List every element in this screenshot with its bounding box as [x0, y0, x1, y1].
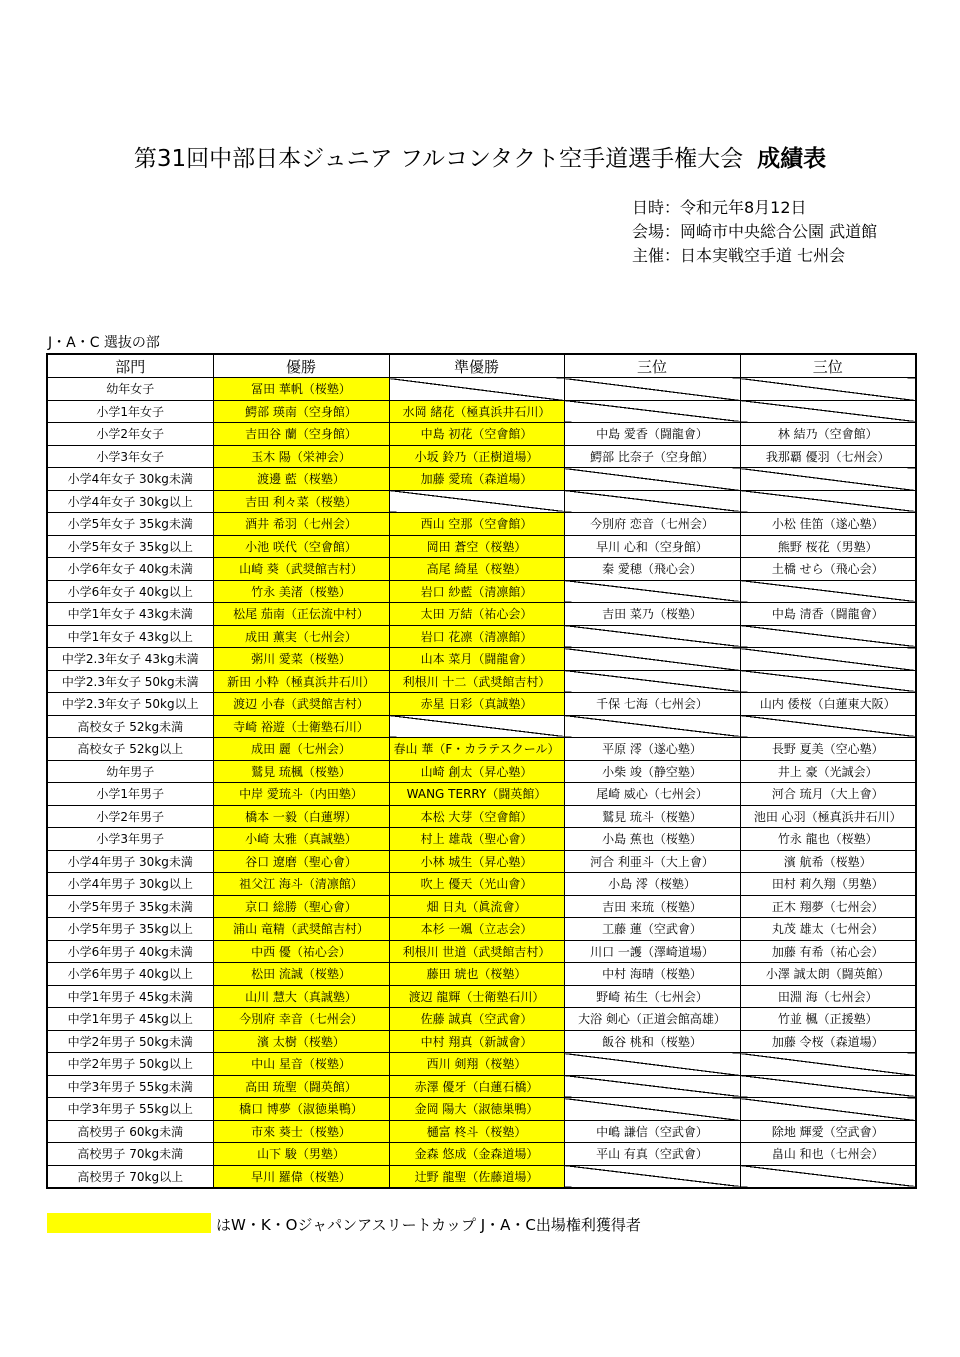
third-place-cell	[564, 468, 740, 491]
table-row	[47, 895, 916, 918]
division-cell: 中学2.3年女子 43kg未満	[47, 648, 213, 671]
table-row	[47, 1008, 916, 1031]
winner-cell: 高田 琉聖（闘英館）	[213, 1075, 389, 1098]
table-row	[47, 918, 916, 941]
third-place-cell: 土橋 せら（飛心会）	[740, 558, 916, 581]
col-header-runner-up: 準優勝	[389, 354, 564, 378]
winner-cell: 渡辺 小春（武奨館吉村）	[213, 693, 389, 716]
page-title	[0, 140, 960, 173]
third-place-cell: 中島 清香（闘龍會）	[740, 603, 916, 626]
third-place-cell: 除地 輝愛（空武會）	[740, 1120, 916, 1143]
table-row	[47, 625, 916, 648]
third-place-cell: 小松 佳笛（遂心塾）	[740, 513, 916, 536]
third-place-cell	[740, 1165, 916, 1188]
winner-cell: 中山 星音（桜塾）	[213, 1053, 389, 1076]
title-strong: 成績表	[757, 146, 827, 172]
division-cell: 小学4年女子 30kg未満	[47, 468, 213, 491]
runner-up-cell: 利根川 世道（武奨館吉村）	[389, 940, 564, 963]
winner-cell: 市來 葵士（桜塾）	[213, 1120, 389, 1143]
third-place-cell	[564, 1098, 740, 1121]
runner-up-cell: 本松 大芽（空會館）	[389, 805, 564, 828]
third-place-cell: 田村 莉久翔（男塾）	[740, 873, 916, 896]
header-row	[47, 354, 916, 378]
division-cell: 小学4年女子 30kg以上	[47, 490, 213, 513]
runner-up-cell	[389, 490, 564, 513]
third-place-cell: 吉田 来琉（桜塾）	[564, 895, 740, 918]
third-place-cell: 早川 心和（空身館）	[564, 535, 740, 558]
winner-cell: 小崎 太雅（真誠塾）	[213, 828, 389, 851]
winner-cell: 粥川 愛菜（桜塾）	[213, 648, 389, 671]
table-row	[47, 513, 916, 536]
winner-cell: 濱 太樹（桜塾）	[213, 1030, 389, 1053]
division-cell: 中学2.3年女子 50kg以上	[47, 693, 213, 716]
winner-cell: 新田 小粋（極真浜井石川）	[213, 670, 389, 693]
division-cell: 小学2年男子	[47, 805, 213, 828]
winner-cell: 成田 薫実（七州会）	[213, 625, 389, 648]
third-place-cell: 河合 利亜斗（大上會）	[564, 850, 740, 873]
third-place-cell	[564, 490, 740, 513]
third-place-cell: 畠山 和也（七州会）	[740, 1143, 916, 1166]
winner-cell: 鰐部 瑛南（空身館）	[213, 400, 389, 423]
third-place-cell: 千保 七海（七州会）	[564, 693, 740, 716]
third-place-cell: 山内 倭桜（白蓮東大阪）	[740, 693, 916, 716]
third-place-cell: 田淵 海（七州会）	[740, 985, 916, 1008]
winner-cell: 今別府 幸音（七州会）	[213, 1008, 389, 1031]
runner-up-cell: 岩口 花凛（清凛館）	[389, 625, 564, 648]
third-place-cell	[740, 1053, 916, 1076]
runner-up-cell	[389, 378, 564, 401]
table-row	[47, 760, 916, 783]
winner-cell: 京口 総勝（聖心會）	[213, 895, 389, 918]
col-header-division: 部門	[47, 354, 213, 378]
division-cell: 小学4年男子 30kg以上	[47, 873, 213, 896]
runner-up-cell: 岡田 蒼空（桜塾）	[389, 535, 564, 558]
division-cell: 中学2年男子 50kg以上	[47, 1053, 213, 1076]
winner-cell: 橋本 一毅（白蓮堺）	[213, 805, 389, 828]
runner-up-cell: 赤澤 優牙（白蓮石橋）	[389, 1075, 564, 1098]
third-place-cell	[564, 625, 740, 648]
winner-cell: 成田 麗（七州会）	[213, 738, 389, 761]
winner-cell: 竹永 美渚（桜塾）	[213, 580, 389, 603]
runner-up-cell: 藤田 琥也（桜塾）	[389, 963, 564, 986]
third-place-cell: 竹永 龍也（桜塾）	[740, 828, 916, 851]
event-venue: 会場：岡崎市中央総合公園 武道館	[632, 222, 878, 241]
third-place-cell: 大浴 剣心（正道会館高雄）	[564, 1008, 740, 1031]
division-cell: 幼年男子	[47, 760, 213, 783]
third-place-cell: 竹並 楓（正援塾）	[740, 1008, 916, 1031]
title-main: 第31回中部日本ジュニア フルコンタクト空手道選手権大会	[133, 146, 744, 172]
winner-cell: 酒井 希羽（七州会）	[213, 513, 389, 536]
third-place-cell	[740, 1075, 916, 1098]
runner-up-cell: 吹上 優天（光山會）	[389, 873, 564, 896]
runner-up-cell: 西山 空那（空會館）	[389, 513, 564, 536]
third-place-cell: 尾崎 威心（七州会）	[564, 783, 740, 806]
table-row	[47, 535, 916, 558]
third-place-cell: 熊野 桜花（男塾）	[740, 535, 916, 558]
col-header-third-a: 三位	[564, 354, 740, 378]
runner-up-cell: 小坂 鈴乃（正樹道場）	[389, 445, 564, 468]
runner-up-cell: 加藤 愛琉（森道場）	[389, 468, 564, 491]
winner-cell: 鷲見 琉楓（桜塾）	[213, 760, 389, 783]
winner-cell: 山崎 葵（武奨館吉村）	[213, 558, 389, 581]
third-place-cell: 丸茂 雄太（七州会）	[740, 918, 916, 941]
table-row	[47, 648, 916, 671]
third-place-cell: 鷲見 琉斗（桜塾）	[564, 805, 740, 828]
third-place-cell: 野崎 祐生（七州会）	[564, 985, 740, 1008]
division-cell: 小学4年男子 30kg未満	[47, 850, 213, 873]
third-place-cell	[740, 670, 916, 693]
table-row	[47, 805, 916, 828]
results-table	[46, 353, 917, 1189]
third-place-cell	[564, 1165, 740, 1188]
winner-cell: 吉田 利々菜（桜塾）	[213, 490, 389, 513]
division-cell: 高校男子 70kg未満	[47, 1143, 213, 1166]
table-row	[47, 378, 916, 401]
division-cell: 小学6年女子 40kg以上	[47, 580, 213, 603]
runner-up-cell: WANG TERRY（闘英館）	[389, 783, 564, 806]
table-row	[47, 1143, 916, 1166]
division-cell: 高校女子 52kg以上	[47, 738, 213, 761]
table-row	[47, 670, 916, 693]
third-place-cell: 平山 有真（空武會）	[564, 1143, 740, 1166]
runner-up-cell: 太田 万結（祐心会）	[389, 603, 564, 626]
runner-up-cell: 本杉 一颯（立志会）	[389, 918, 564, 941]
runner-up-cell: 高尾 綺星（桜塾）	[389, 558, 564, 581]
third-place-cell: 林 結乃（空會館）	[740, 423, 916, 446]
third-place-cell	[564, 1053, 740, 1076]
event-meta	[632, 196, 877, 268]
third-place-cell: 加藤 令桜（森道場）	[740, 1030, 916, 1053]
runner-up-cell: 西川 剣翔（桜塾）	[389, 1053, 564, 1076]
runner-up-cell: 村上 雄哉（聖心會）	[389, 828, 564, 851]
third-place-cell: 平原 澪（遂心塾）	[564, 738, 740, 761]
table-row	[47, 1098, 916, 1121]
third-place-cell: 飯谷 桃和（桜塾）	[564, 1030, 740, 1053]
runner-up-cell: 辻野 龍聖（佐藤道場）	[389, 1165, 564, 1188]
division-cell: 小学3年女子	[47, 445, 213, 468]
third-place-cell	[564, 648, 740, 671]
runner-up-cell: 中村 翔真（新誠會）	[389, 1030, 564, 1053]
winner-cell: 吉田谷 蘭（空身館）	[213, 423, 389, 446]
division-cell: 小学5年女子 35kg未満	[47, 513, 213, 536]
third-place-cell: 長野 夏美（空心塾）	[740, 738, 916, 761]
third-place-cell	[740, 378, 916, 401]
division-cell: 中学1年女子 43kg未満	[47, 603, 213, 626]
legend-swatch	[47, 1213, 211, 1233]
table-row	[47, 423, 916, 446]
division-cell: 小学2年女子	[47, 423, 213, 446]
third-place-cell: 小澤 誠太朗（闘英館）	[740, 963, 916, 986]
winner-cell: 渡邊 藍（桜塾）	[213, 468, 389, 491]
division-cell: 小学1年女子	[47, 400, 213, 423]
table-row	[47, 715, 916, 738]
division-cell: 小学3年男子	[47, 828, 213, 851]
event-host: 主催：日本実戦空手道 七州会	[632, 246, 846, 265]
third-place-cell: 濱 航希（桜塾）	[740, 850, 916, 873]
runner-up-cell: 樋富 柊斗（桜塾）	[389, 1120, 564, 1143]
division-cell: 中学1年男子 45kg以上	[47, 1008, 213, 1031]
third-place-cell	[564, 715, 740, 738]
runner-up-cell: 小林 城生（昇心塾）	[389, 850, 564, 873]
division-cell: 小学1年男子	[47, 783, 213, 806]
table-row	[47, 1165, 916, 1188]
table-row	[47, 445, 916, 468]
third-place-cell: 川口 一護（澤崎道場）	[564, 940, 740, 963]
winner-cell: 山下 駿（男塾）	[213, 1143, 389, 1166]
third-place-cell: 我那覇 優羽（七州会）	[740, 445, 916, 468]
table-row	[47, 1053, 916, 1076]
runner-up-cell: 岩口 紗藍（清凛館）	[389, 580, 564, 603]
winner-cell: 橋口 博夢（淑徳巣鴨）	[213, 1098, 389, 1121]
division-cell: 高校男子 70kg以上	[47, 1165, 213, 1188]
table-row	[47, 1120, 916, 1143]
runner-up-cell: 山本 菜月（闘龍會）	[389, 648, 564, 671]
table-row	[47, 828, 916, 851]
table-row	[47, 738, 916, 761]
division-cell: 中学2年男子 50kg未満	[47, 1030, 213, 1053]
division-cell: 小学5年男子 35kg未満	[47, 895, 213, 918]
col-header-winner: 優勝	[213, 354, 389, 378]
third-place-cell	[564, 378, 740, 401]
third-place-cell: 中島 愛香（闘龍會）	[564, 423, 740, 446]
table-row	[47, 783, 916, 806]
winner-cell: 小池 咲代（空會館）	[213, 535, 389, 558]
runner-up-cell: 渡辺 龍輝（士衛塾石川）	[389, 985, 564, 1008]
table-row	[47, 400, 916, 423]
division-cell: 小学5年女子 35kg以上	[47, 535, 213, 558]
table-row	[47, 490, 916, 513]
division-cell: 高校女子 52kg未満	[47, 715, 213, 738]
winner-cell: 祖父江 海斗（清凛館）	[213, 873, 389, 896]
third-place-cell: 今別府 恋音（七州会）	[564, 513, 740, 536]
results-body	[47, 378, 916, 1189]
division-cell: 小学6年男子 40kg以上	[47, 963, 213, 986]
table-row	[47, 603, 916, 626]
winner-cell: 松尾 茄南（正伝流中村）	[213, 603, 389, 626]
event-date: 日時：令和元年8月12日	[632, 198, 807, 217]
third-place-cell	[740, 1098, 916, 1121]
third-place-cell	[564, 670, 740, 693]
winner-cell: 松田 流誠（桜塾）	[213, 963, 389, 986]
third-place-cell	[564, 1075, 740, 1098]
runner-up-cell: 赤星 日彩（真誠塾）	[389, 693, 564, 716]
runner-up-cell: 春山 華（F・カラテスクール）	[389, 738, 564, 761]
third-place-cell: 吉田 菜乃（桜塾）	[564, 603, 740, 626]
runner-up-cell	[389, 715, 564, 738]
table-row	[47, 468, 916, 491]
table-row	[47, 985, 916, 1008]
division-cell: 中学3年男子 55kg未満	[47, 1075, 213, 1098]
third-place-cell	[740, 648, 916, 671]
winner-cell: 浦山 竜精（武奨館吉村）	[213, 918, 389, 941]
third-place-cell	[740, 580, 916, 603]
legend-text: はW・K・Oジャパンアスリートカップ J・A・C出場権利獲得者	[216, 1216, 641, 1234]
winner-cell: 寺崎 裕遊（士衛塾石川）	[213, 715, 389, 738]
third-place-cell: 秦 愛穂（飛心会）	[564, 558, 740, 581]
division-cell: 幼年女子	[47, 378, 213, 401]
winner-cell: 中岸 愛琉斗（内田塾）	[213, 783, 389, 806]
winner-cell: 冨田 華帆（桜塾）	[213, 378, 389, 401]
division-cell: 中学1年女子 43kg以上	[47, 625, 213, 648]
third-place-cell	[564, 400, 740, 423]
third-place-cell: 中嶋 謙信（空武會）	[564, 1120, 740, 1143]
table-row	[47, 580, 916, 603]
runner-up-cell: 山崎 創太（昇心塾）	[389, 760, 564, 783]
table-row	[47, 693, 916, 716]
runner-up-cell: 中島 初花（空會館）	[389, 423, 564, 446]
runner-up-cell: 水岡 緒花（極真浜井石川）	[389, 400, 564, 423]
division-cell: 小学5年男子 35kg以上	[47, 918, 213, 941]
division-cell: 小学6年女子 40kg未満	[47, 558, 213, 581]
third-place-cell: 井上 豪（光誠会）	[740, 760, 916, 783]
section-label: J・A・C 選抜の部	[48, 335, 160, 351]
table-row	[47, 873, 916, 896]
third-place-cell	[740, 400, 916, 423]
runner-up-cell: 金岡 陽大（淑徳巣鴨）	[389, 1098, 564, 1121]
winner-cell: 玉木 陽（栄神会）	[213, 445, 389, 468]
third-place-cell: 小島 蕉也（桜塾）	[564, 828, 740, 851]
winner-cell: 中西 優（祐心会）	[213, 940, 389, 963]
third-place-cell	[740, 715, 916, 738]
table-row	[47, 1075, 916, 1098]
third-place-cell	[740, 490, 916, 513]
third-place-cell: 加藤 有希（祐心会）	[740, 940, 916, 963]
table-row	[47, 940, 916, 963]
winner-cell: 早川 羅偉（桜塾）	[213, 1165, 389, 1188]
runner-up-cell: 金森 悠成（金森道場）	[389, 1143, 564, 1166]
winner-cell: 山川 慧大（真誠塾）	[213, 985, 389, 1008]
third-place-cell	[564, 580, 740, 603]
division-cell: 中学1年男子 45kg未満	[47, 985, 213, 1008]
third-place-cell	[740, 625, 916, 648]
division-cell: 中学2.3年女子 50kg未満	[47, 670, 213, 693]
table-row	[47, 963, 916, 986]
third-place-cell: 小柴 竣（静空塾）	[564, 760, 740, 783]
table-row	[47, 558, 916, 581]
division-cell: 小学6年男子 40kg未満	[47, 940, 213, 963]
table-row	[47, 1030, 916, 1053]
third-place-cell: 池田 心羽（極真浜井石川）	[740, 805, 916, 828]
winner-cell: 谷口 遼磨（聖心會）	[213, 850, 389, 873]
runner-up-cell: 利根川 十二（武奨館吉村）	[389, 670, 564, 693]
division-cell: 高校男子 60kg未満	[47, 1120, 213, 1143]
runner-up-cell: 佐藤 誠真（空武會）	[389, 1008, 564, 1031]
division-cell: 中学3年男子 55kg以上	[47, 1098, 213, 1121]
third-place-cell: 小島 澪（桜塾）	[564, 873, 740, 896]
col-header-third-b: 三位	[740, 354, 916, 378]
runner-up-cell: 畑 日丸（眞流會）	[389, 895, 564, 918]
third-place-cell: 鰐部 比奈子（空身館）	[564, 445, 740, 468]
table-row	[47, 850, 916, 873]
third-place-cell: 正木 翔夢（七州会）	[740, 895, 916, 918]
third-place-cell: 河合 琉月（大上會）	[740, 783, 916, 806]
third-place-cell	[740, 468, 916, 491]
third-place-cell: 工藤 蓮（空武會）	[564, 918, 740, 941]
third-place-cell: 中村 海晴（桜塾）	[564, 963, 740, 986]
